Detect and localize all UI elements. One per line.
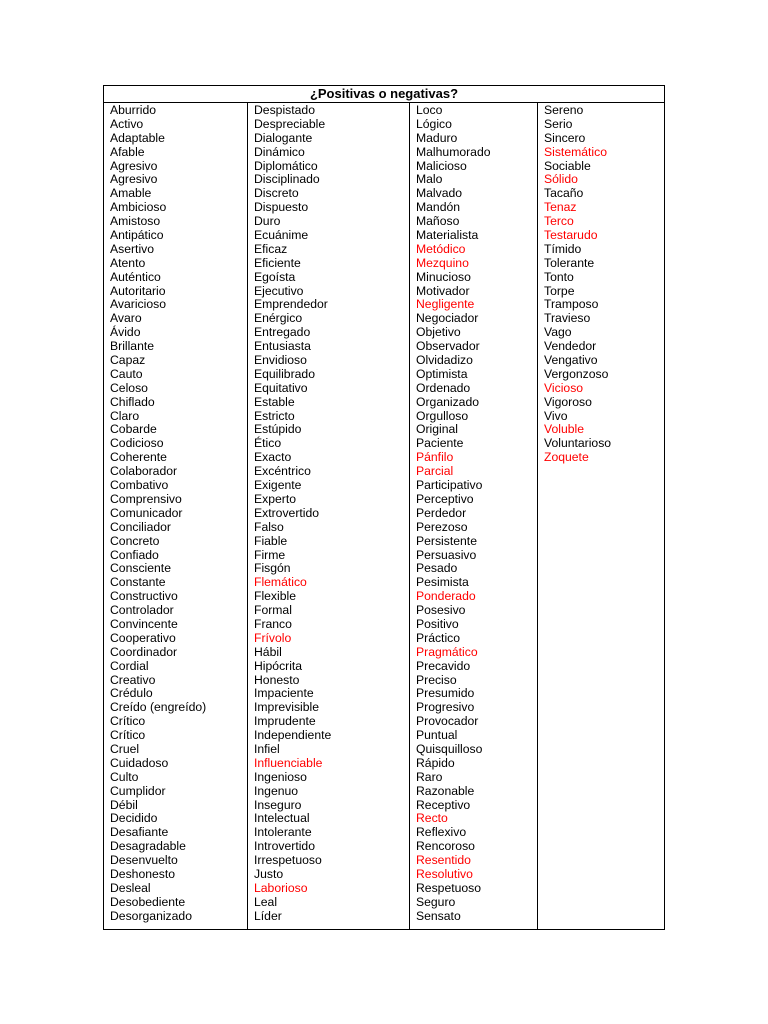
word-item: Coordinador xyxy=(110,644,178,659)
word-item: Ecuánime xyxy=(254,228,309,243)
word-item: Rencoroso xyxy=(416,839,475,854)
word-item: Estúpido xyxy=(254,422,302,437)
word-item: Coherente xyxy=(110,450,167,465)
word-item: Sereno xyxy=(544,103,584,117)
word-item: Despreciable xyxy=(254,116,326,131)
word-item: Sensato xyxy=(416,908,461,923)
word-item: Aburrido xyxy=(110,103,157,117)
word-item: Original xyxy=(416,422,458,437)
word-item: Egoísta xyxy=(254,269,296,284)
word-item: Duro xyxy=(254,214,281,229)
word-item: Eficiente xyxy=(254,255,301,270)
word-item: Ético xyxy=(254,436,282,451)
word-item: Voluble xyxy=(544,422,584,437)
word-item: Optimista xyxy=(416,366,468,381)
word-item: Formal xyxy=(254,603,292,618)
word-item: Tramposo xyxy=(544,297,599,312)
word-item: Reflexivo xyxy=(416,825,467,840)
word-item: Vigoroso xyxy=(544,394,592,409)
word-item: Respetuoso xyxy=(416,880,482,895)
word-item: Agresivo xyxy=(110,158,158,173)
word-item: Laborioso xyxy=(254,880,308,895)
word-item: Orgulloso xyxy=(416,408,469,423)
word-item: Desorganizado xyxy=(110,908,192,923)
word-item: Maduro xyxy=(416,130,458,145)
word-item: Materialista xyxy=(416,228,479,243)
word-item: Emprendedor xyxy=(254,297,328,312)
word-item: Comprensivo xyxy=(110,491,182,506)
word-item: Vivo xyxy=(544,408,568,423)
word-item: Introvertido xyxy=(254,839,315,854)
table-title: ¿Positivas o negativas? xyxy=(104,86,664,103)
word-item: Positivo xyxy=(416,616,459,631)
word-item: Vicioso xyxy=(544,380,584,395)
word-item: Enérgico xyxy=(254,311,303,326)
word-item: Progresivo xyxy=(416,700,475,715)
word-item: Vengativo xyxy=(544,353,598,368)
word-column-2 xyxy=(247,103,409,929)
word-item: Ávido xyxy=(110,325,141,340)
word-item: Cruel xyxy=(110,741,140,756)
word-item: Cobarde xyxy=(110,422,157,437)
word-item: Imprevisible xyxy=(254,700,320,715)
word-item: Sólido xyxy=(544,172,578,187)
word-item: Pesimista xyxy=(416,575,469,590)
word-item: Malvado xyxy=(416,186,463,201)
word-item: Cumplidor xyxy=(110,783,166,798)
word-item: Celoso xyxy=(110,380,148,395)
word-item: Débil xyxy=(110,797,138,812)
word-item: Organizado xyxy=(416,394,480,409)
word-item: Estricto xyxy=(254,408,295,423)
word-item: Travieso xyxy=(544,311,591,326)
word-item: Hipócrita xyxy=(254,658,303,673)
word-item: Comunicador xyxy=(110,505,183,520)
word-item: Envidioso xyxy=(254,353,307,368)
word-item: Cooperativo xyxy=(110,630,176,645)
word-item: Franco xyxy=(254,616,292,631)
word-item: Resolutivo xyxy=(416,866,473,881)
word-item: Disciplinado xyxy=(254,172,320,187)
word-item: Decidido xyxy=(110,811,158,826)
word-item: Tonto xyxy=(544,269,574,284)
word-item: Mezquino xyxy=(416,255,469,270)
word-item: Recto xyxy=(416,811,448,826)
word-item: Entregado xyxy=(254,325,311,340)
word-item: Firme xyxy=(254,547,286,562)
word-item: Líder xyxy=(254,908,282,923)
word-column-1 xyxy=(104,103,247,929)
word-item: Preciso xyxy=(416,672,457,687)
word-item: Eficaz xyxy=(254,241,288,256)
word-item: Paciente xyxy=(416,436,464,451)
word-item: Puntual xyxy=(416,728,458,743)
word-item: Minucioso xyxy=(416,269,471,284)
word-item: Parcial xyxy=(416,464,454,479)
word-item: Rápido xyxy=(416,755,455,770)
word-item: Constructivo xyxy=(110,589,178,604)
word-item: Hábil xyxy=(254,644,282,659)
word-item: Crítico xyxy=(110,728,146,743)
word-item: Dispuesto xyxy=(254,200,309,215)
word-item: Controlador xyxy=(110,603,174,618)
word-column-4 xyxy=(537,103,664,929)
word-item: Entusiasta xyxy=(254,339,311,354)
word-item: Lógico xyxy=(416,116,452,131)
word-item: Exigente xyxy=(254,478,302,493)
word-item: Creativo xyxy=(110,672,156,687)
word-item: Independiente xyxy=(254,728,332,743)
word-item: Cauto xyxy=(110,366,143,381)
word-item: Frívolo xyxy=(254,630,292,645)
word-item: Crédulo xyxy=(110,686,153,701)
word-item: Brillante xyxy=(110,339,155,354)
word-item: Dialogante xyxy=(254,130,313,145)
word-item: Equitativo xyxy=(254,380,308,395)
word-columns xyxy=(104,103,664,929)
word-item: Avaricioso xyxy=(110,297,166,312)
word-item: Capaz xyxy=(110,353,146,368)
word-item: Dinámico xyxy=(254,144,305,159)
word-item: Honesto xyxy=(254,672,300,687)
word-item: Perezoso xyxy=(416,519,468,534)
word-item: Presumido xyxy=(416,686,475,701)
word-item: Avaro xyxy=(110,311,142,326)
word-item: Vago xyxy=(544,325,572,340)
word-item: Ingenuo xyxy=(254,783,299,798)
word-item: Influenciable xyxy=(254,755,323,770)
word-item: Provocador xyxy=(416,714,479,729)
word-item: Inseguro xyxy=(254,797,302,812)
word-item: Atento xyxy=(110,255,146,270)
word-item: Creído (engreído) xyxy=(110,700,207,715)
word-item: Tolerante xyxy=(544,255,595,270)
word-item: Estable xyxy=(254,394,295,409)
word-item: Leal xyxy=(254,894,278,909)
word-item: Impaciente xyxy=(254,686,314,701)
word-item: Mandón xyxy=(416,200,461,215)
word-item: Precavido xyxy=(416,658,471,673)
word-item: Negligente xyxy=(416,297,475,312)
word-item: Diplomático xyxy=(254,158,318,173)
word-item: Irrespetuoso xyxy=(254,853,322,868)
word-item: Negociador xyxy=(416,311,479,326)
word-item: Loco xyxy=(416,103,443,117)
word-item: Sociable xyxy=(544,158,591,173)
word-item: Serio xyxy=(544,116,573,131)
word-item: Constante xyxy=(110,575,166,590)
word-item: Consciente xyxy=(110,561,171,576)
word-item: Flexible xyxy=(254,589,296,604)
word-item: Perceptivo xyxy=(416,491,474,506)
word-item: Despistado xyxy=(254,103,315,117)
word-item: Claro xyxy=(110,408,140,423)
word-item: Auténtico xyxy=(110,269,161,284)
word-item: Tímido xyxy=(544,241,582,256)
word-item: Intolerante xyxy=(254,825,312,840)
word-item: Zoquete xyxy=(544,450,589,465)
word-item: Testarudo xyxy=(544,228,598,243)
word-item: Desleal xyxy=(110,880,151,895)
word-item: Amable xyxy=(110,186,152,201)
word-item: Extrovertido xyxy=(254,505,320,520)
word-item: Excéntrico xyxy=(254,464,311,479)
word-item: Malo xyxy=(416,172,443,187)
word-table xyxy=(103,85,665,930)
word-item: Activo xyxy=(110,116,144,131)
word-item: Tacaño xyxy=(544,186,584,201)
word-item: Mañoso xyxy=(416,214,460,229)
word-item: Pánfilo xyxy=(416,450,454,465)
word-item: Confiado xyxy=(110,547,159,562)
word-item: Intelectual xyxy=(254,811,310,826)
word-item: Culto xyxy=(110,769,139,784)
word-item: Perdedor xyxy=(416,505,467,520)
word-item: Malicioso xyxy=(416,158,467,173)
word-item: Desafiante xyxy=(110,825,169,840)
word-item: Adaptable xyxy=(110,130,165,145)
word-item: Ambicioso xyxy=(110,200,167,215)
word-item: Raro xyxy=(416,769,443,784)
word-item: Agresivo xyxy=(110,172,158,187)
word-item: Vendedor xyxy=(544,339,597,354)
word-item: Experto xyxy=(254,491,297,506)
word-item: Persistente xyxy=(416,533,477,548)
word-item: Flemático xyxy=(254,575,307,590)
word-item: Desagradable xyxy=(110,839,186,854)
word-item: Metódico xyxy=(416,241,466,256)
word-item: Objetivo xyxy=(416,325,461,340)
word-item: Pesado xyxy=(416,561,458,576)
word-item: Autoritario xyxy=(110,283,166,298)
word-item: Quisquilloso xyxy=(416,741,483,756)
word-item: Voluntarioso xyxy=(544,436,612,451)
word-item: Sincero xyxy=(544,130,586,145)
word-item: Combativo xyxy=(110,478,169,493)
word-item: Vergonzoso xyxy=(544,366,609,381)
word-item: Concreto xyxy=(110,533,160,548)
word-item: Infiel xyxy=(254,741,280,756)
word-item: Persuasivo xyxy=(416,547,477,562)
word-item: Malhumorado xyxy=(416,144,491,159)
word-item: Falso xyxy=(254,519,284,534)
word-item: Asertivo xyxy=(110,241,155,256)
word-item: Torpe xyxy=(544,283,575,298)
word-item: Fiable xyxy=(254,533,288,548)
word-item: Seguro xyxy=(416,894,456,909)
word-item: Equilibrado xyxy=(254,366,315,381)
word-item: Participativo xyxy=(416,478,483,493)
word-item: Olvidadizo xyxy=(416,353,473,368)
word-item: Codicioso xyxy=(110,436,164,451)
word-item: Práctico xyxy=(416,630,461,645)
word-column-3 xyxy=(409,103,537,929)
word-item: Conciliador xyxy=(110,519,171,534)
word-item: Resentido xyxy=(416,853,471,868)
word-item: Chiflado xyxy=(110,394,155,409)
word-item: Ordenado xyxy=(416,380,471,395)
word-item: Razonable xyxy=(416,783,475,798)
word-item: Observador xyxy=(416,339,480,354)
word-item: Cordial xyxy=(110,658,149,673)
word-item: Receptivo xyxy=(416,797,471,812)
word-item: Pragmático xyxy=(416,644,478,659)
word-item: Ejecutivo xyxy=(254,283,304,298)
word-item: Discreto xyxy=(254,186,299,201)
word-item: Tenaz xyxy=(544,200,577,215)
word-item: Desenvuelto xyxy=(110,853,178,868)
word-item: Sistemático xyxy=(544,144,607,159)
word-item: Desobediente xyxy=(110,894,186,909)
word-item: Deshonesto xyxy=(110,866,176,881)
word-item: Terco xyxy=(544,214,574,229)
word-item: Justo xyxy=(254,866,284,881)
word-item: Crítico xyxy=(110,714,146,729)
word-item: Ingenioso xyxy=(254,769,307,784)
word-item: Ponderado xyxy=(416,589,476,604)
word-item: Amistoso xyxy=(110,214,161,229)
word-item: Imprudente xyxy=(254,714,316,729)
word-item: Fisgón xyxy=(254,561,291,576)
word-item: Cuidadoso xyxy=(110,755,169,770)
word-item: Antipático xyxy=(110,228,164,243)
word-item: Exacto xyxy=(254,450,292,465)
word-item: Afable xyxy=(110,144,145,159)
word-item: Convincente xyxy=(110,616,178,631)
word-item: Motivador xyxy=(416,283,470,298)
word-item: Posesivo xyxy=(416,603,466,618)
word-item: Colaborador xyxy=(110,464,178,479)
